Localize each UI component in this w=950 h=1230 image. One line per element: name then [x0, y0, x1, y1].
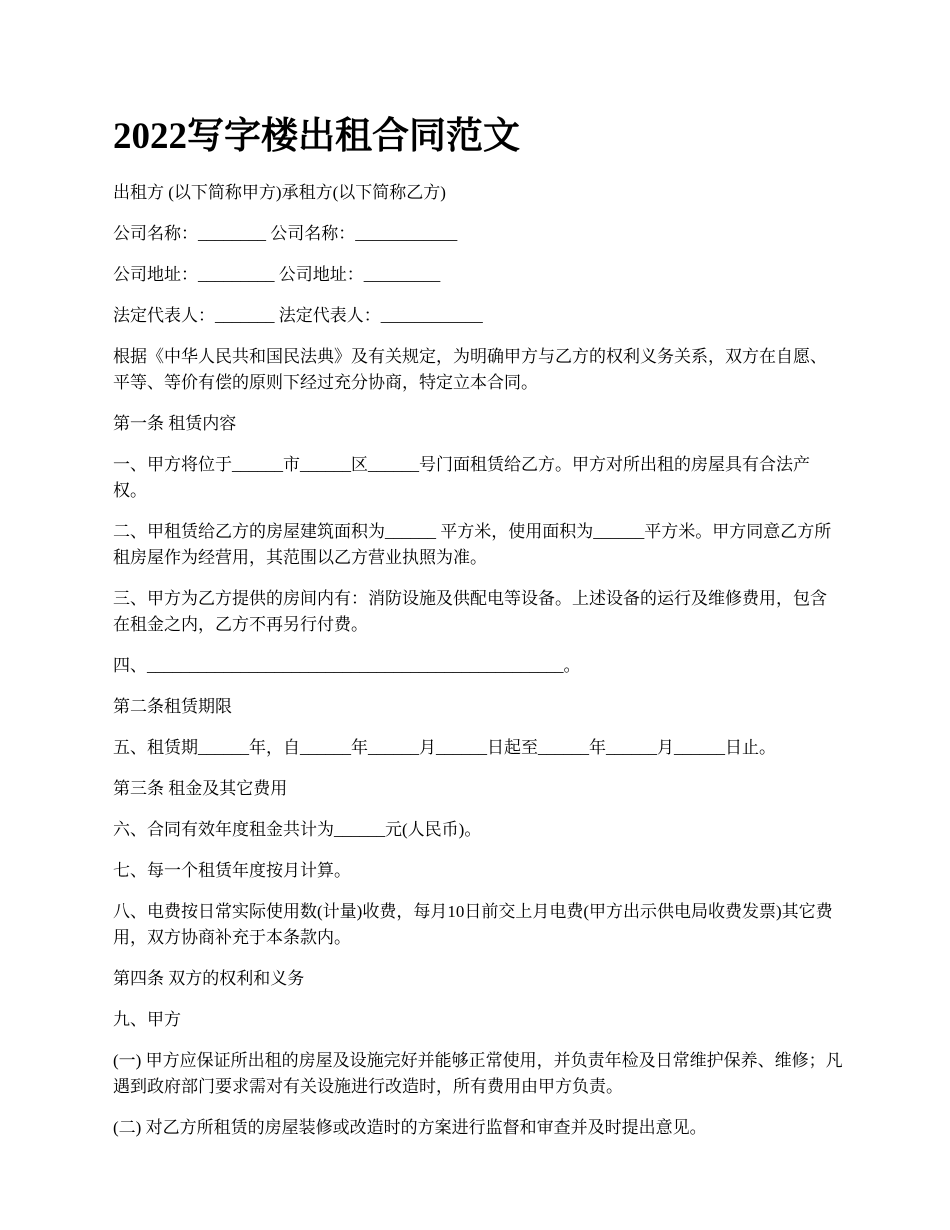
clause-4: 四、_________________________________________________。: [113, 656, 581, 675]
article-4-heading: 第四条 双方的权利和义务: [113, 969, 305, 988]
clause-1: 一、甲方将位于______市______区______号门面租赁给乙方。甲方对所出租的房屋具有合法产权。: [113, 455, 810, 500]
clause-3: 三、甲方为乙方提供的房间内有：消防设施及供配电等设备。上述设备的运行及维修费用，包含在租金之内，乙方不再另行付费。: [113, 589, 827, 634]
clause-5: 五、租赁期______年，自______年______月______日起至______年______月______日止。: [113, 738, 776, 757]
company-name-line: 公司名称：________ 公司名称：____________: [113, 224, 458, 243]
clause-6: 六、合同有效年度租金共计为______元(人民币)。: [113, 820, 482, 839]
clause-9: 九、甲方: [113, 1010, 181, 1029]
document-body: [113, 180, 843, 1156]
clause-7: 七、每一个租赁年度按月计算。: [113, 861, 351, 880]
clause-2: 二、甲租赁给乙方的房屋建筑面积为______ 平方米，使用面积为______平方米。甲方同意乙方所租房屋作为经营用，其范围以乙方营业执照为准。: [113, 522, 832, 567]
clause-9-item-1: (一) 甲方应保证所出租的房屋及设施完好并能够正常使用，并负责年检及日常维护保养、维修；凡遇到政府部门要求需对有关设施进行改造时，所有费用由甲方负责。: [113, 1051, 843, 1096]
preamble: 根据《中华人民共和国民法典》及有关规定，为明确甲方与乙方的权利义务关系，双方在自愿、平等、等价有偿的原则下经过充分协商，特定立本合同。: [113, 347, 827, 392]
article-1-heading: 第一条 租赁内容: [113, 414, 237, 433]
clause-8: 八、电费按日常实际使用数(计量)收费，每月10日前交上月电费(甲方出示供电局收费发票)其它费用，双方协商补充于本条款内。: [113, 902, 833, 947]
article-2-heading: 第二条租赁期限: [113, 697, 232, 716]
party-intro: 出租方 (以下简称甲方)承租方(以下简称乙方): [113, 183, 446, 202]
clause-9-item-2: (二) 对乙方所租赁的房屋装修或改造时的方案进行监督和审查并及时提出意见。: [113, 1118, 707, 1137]
company-address-line: 公司地址：_________ 公司地址：_________: [113, 265, 441, 284]
document-title: 2022写字楼出租合同范文: [113, 116, 520, 157]
legal-representative-line: 法定代表人：_______ 法定代表人：____________: [113, 306, 483, 325]
article-3-heading: 第三条 租金及其它费用: [113, 779, 288, 798]
